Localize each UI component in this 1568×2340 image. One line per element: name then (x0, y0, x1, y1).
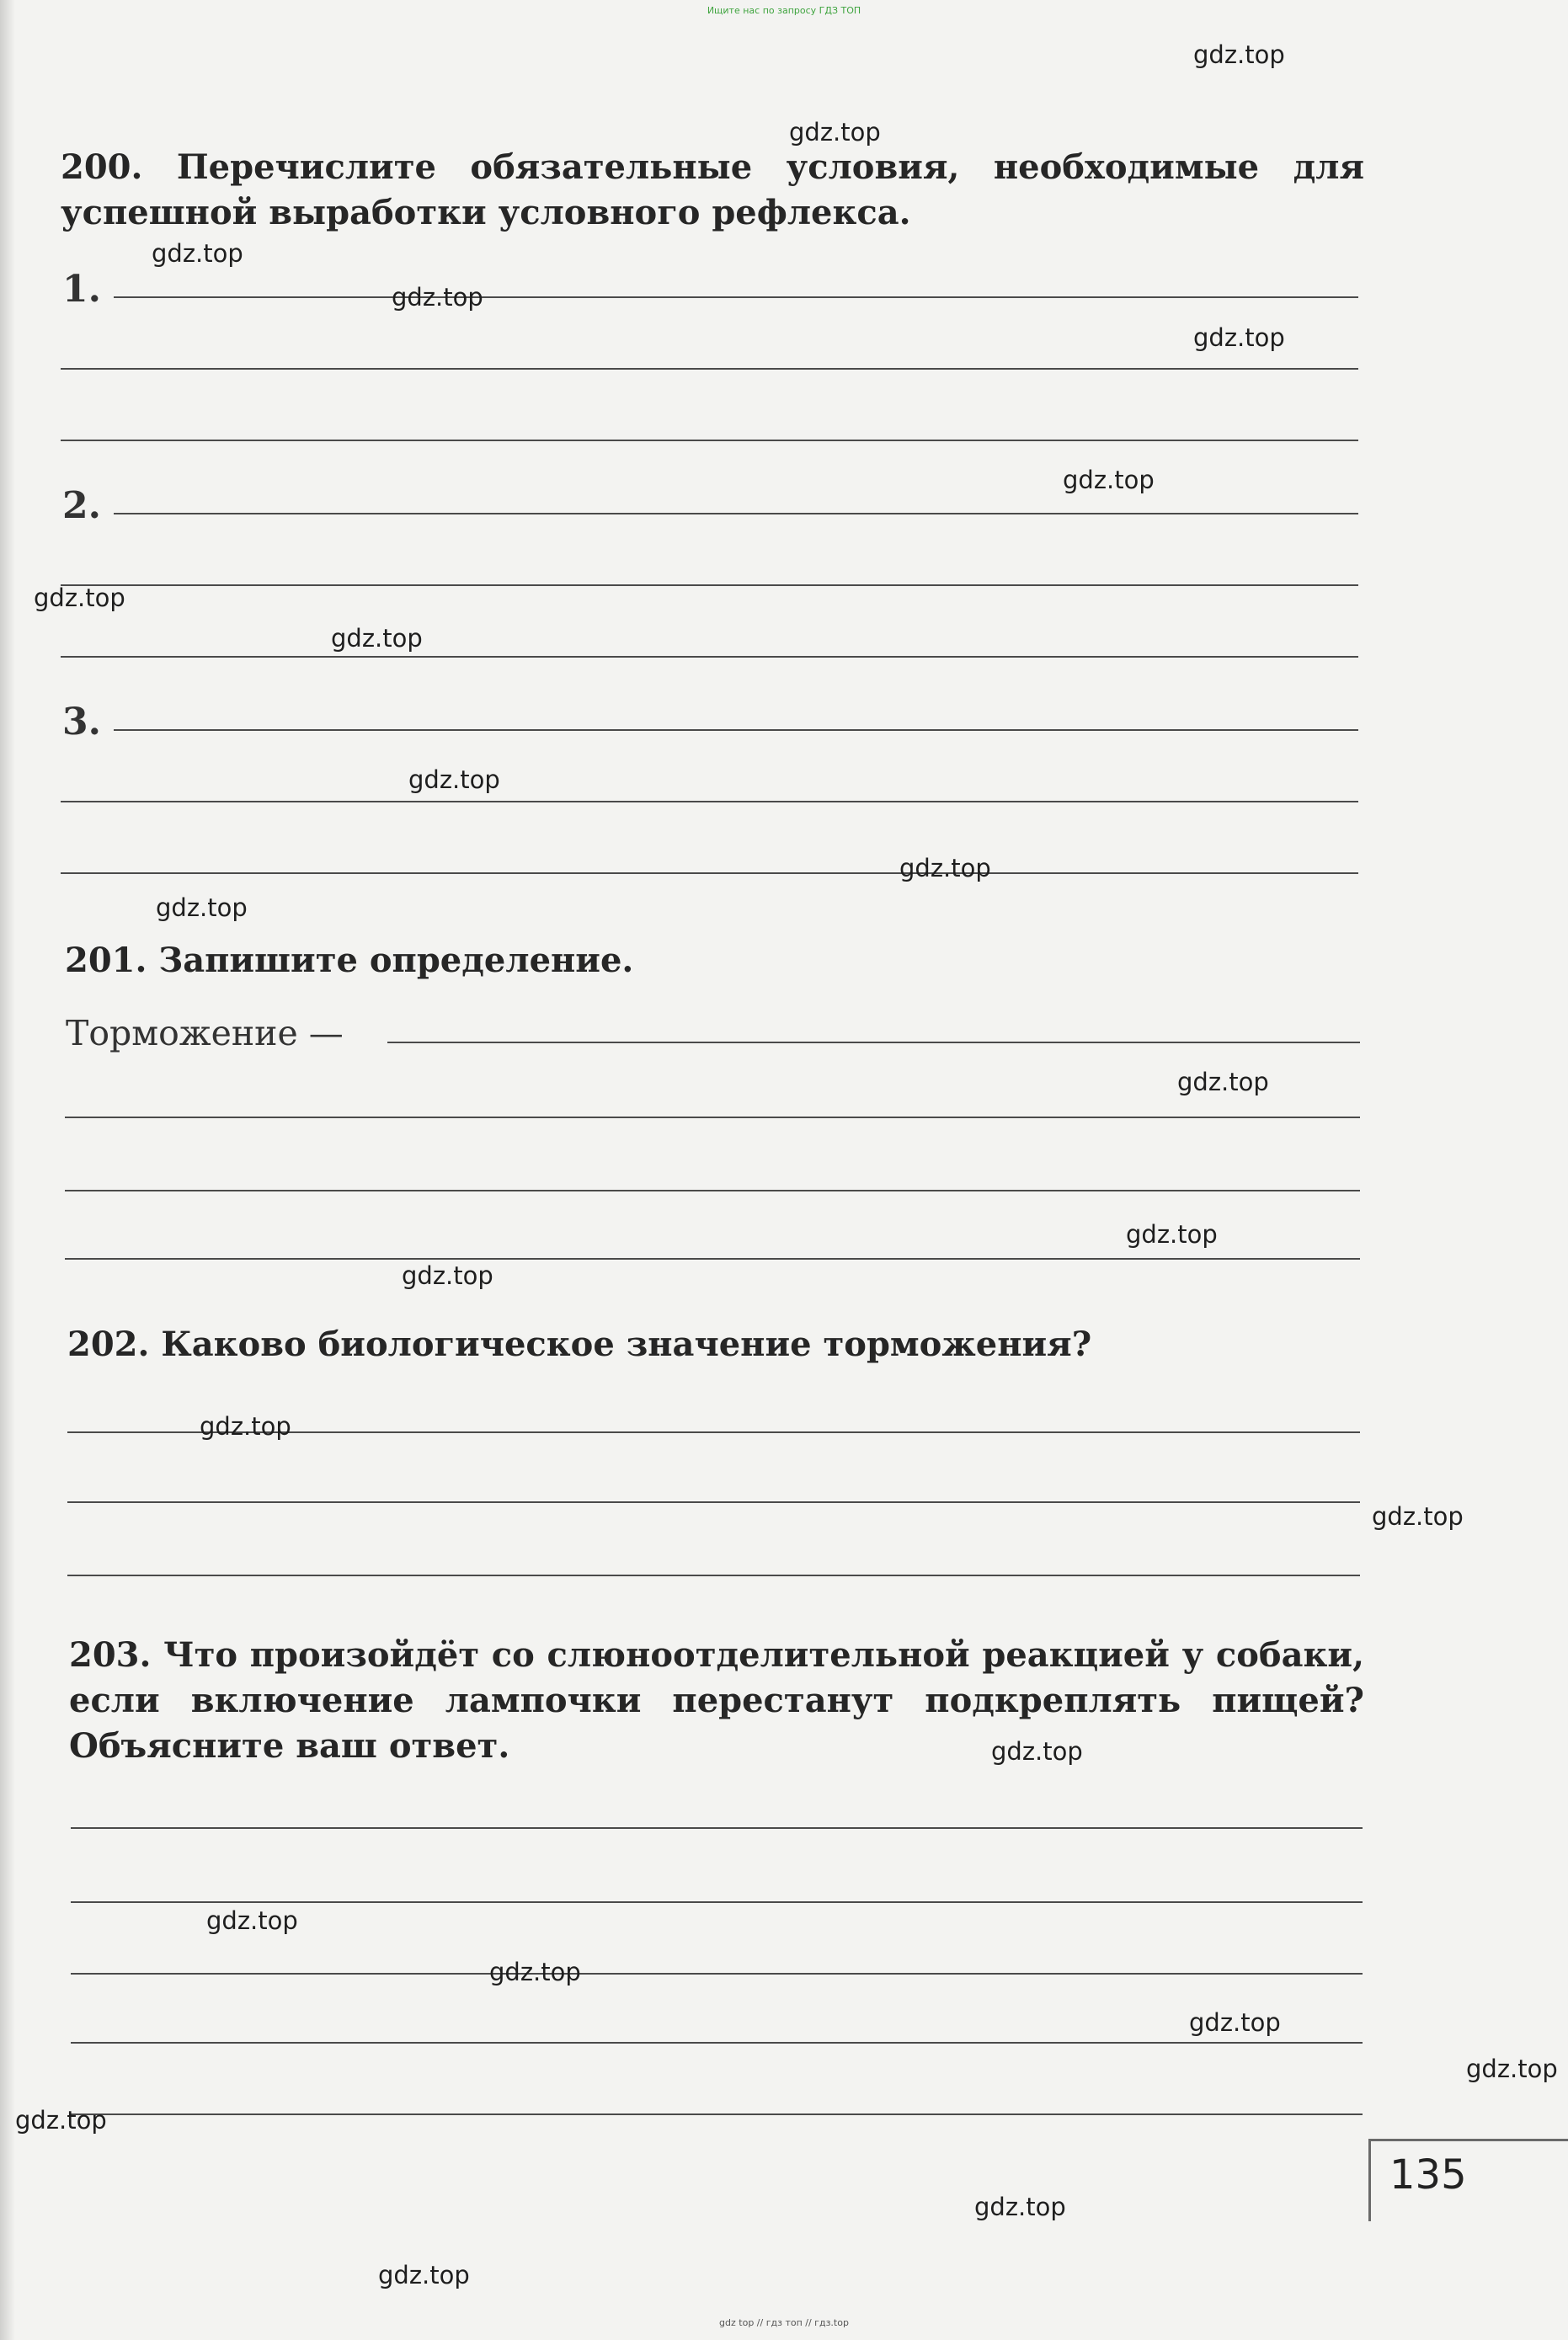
watermark: gdz.top (489, 1958, 581, 1986)
watermark: gdz.top (156, 893, 248, 922)
watermark: gdz.top (1177, 1068, 1269, 1096)
answer-line[interactable] (65, 1258, 1360, 1260)
page-spine-shadow (0, 0, 15, 2340)
definition-label: Торможение — (66, 1013, 344, 1053)
watermark: gdz.top (206, 1906, 298, 1935)
answer-line[interactable] (61, 801, 1358, 802)
answer-line[interactable] (71, 1973, 1363, 1975)
task-201-title: 201. Запишите определение. (65, 941, 634, 980)
task-200-item-1: 1. (62, 268, 101, 311)
bottom-banner[interactable]: gdz top // гдз топ // гдз.top (719, 2317, 849, 2328)
task-200-item-2: 2. (62, 484, 101, 527)
watermark: gdz.top (152, 239, 243, 268)
watermark: gdz.top (1193, 40, 1285, 69)
answer-line[interactable] (61, 872, 1358, 874)
answer-line[interactable] (65, 1190, 1360, 1191)
answer-line[interactable] (65, 1117, 1360, 1118)
watermark: gdz.top (899, 854, 991, 882)
answer-line[interactable] (114, 296, 1358, 298)
watermark: gdz.top (1189, 2008, 1281, 2037)
answer-line[interactable] (71, 1901, 1363, 1903)
task-200-item-3: 3. (62, 701, 101, 744)
watermark: gdz.top (991, 1737, 1083, 1766)
answer-line[interactable] (114, 729, 1358, 731)
watermark: gdz.top (392, 283, 483, 312)
answer-line[interactable] (387, 1042, 1360, 1043)
task-202-title: 202. Каково биологическое значение торможения? (67, 1325, 1092, 1364)
answer-line[interactable] (67, 1501, 1360, 1503)
task-203-title: 203. Что произойдёт со слюноотделительной реакцией у собаки, если включение лампочки перестанут подкреплять пищей? Объясните ваш ответ. (69, 1635, 1364, 1766)
answer-line[interactable] (61, 440, 1358, 441)
answer-line[interactable] (67, 1575, 1360, 1576)
watermark: gdz.top (1466, 2055, 1558, 2083)
task-200-title: 200. Перечислите обязательные условия, необходимые для успешной выработки условного рефлекса. (61, 147, 1364, 232)
watermark: gdz.top (974, 2193, 1066, 2221)
watermark: gdz.top (1063, 466, 1155, 494)
watermark: gdz.top (331, 624, 423, 653)
watermark: gdz.top (15, 2106, 107, 2135)
answer-line[interactable] (61, 584, 1358, 586)
watermark: gdz.top (34, 584, 125, 612)
page-number: 135 (1389, 2151, 1467, 2199)
answer-line[interactable] (71, 1827, 1363, 1829)
top-banner[interactable]: Ищите нас по запросу ГДЗ ТОП (707, 5, 861, 16)
watermark: gdz.top (1193, 323, 1285, 352)
watermark: gdz.top (1126, 1220, 1218, 1249)
watermark: gdz.top (1372, 1502, 1464, 1531)
watermark: gdz.top (200, 1412, 291, 1441)
answer-line[interactable] (61, 368, 1358, 370)
watermark: gdz.top (408, 765, 500, 794)
watermark: gdz.top (378, 2261, 470, 2289)
answer-line[interactable] (114, 513, 1358, 514)
answer-line[interactable] (61, 656, 1358, 658)
answer-line[interactable] (71, 2042, 1363, 2044)
watermark: gdz.top (402, 1261, 493, 1290)
answer-line[interactable] (71, 2113, 1363, 2115)
watermark: gdz.top (789, 118, 881, 147)
